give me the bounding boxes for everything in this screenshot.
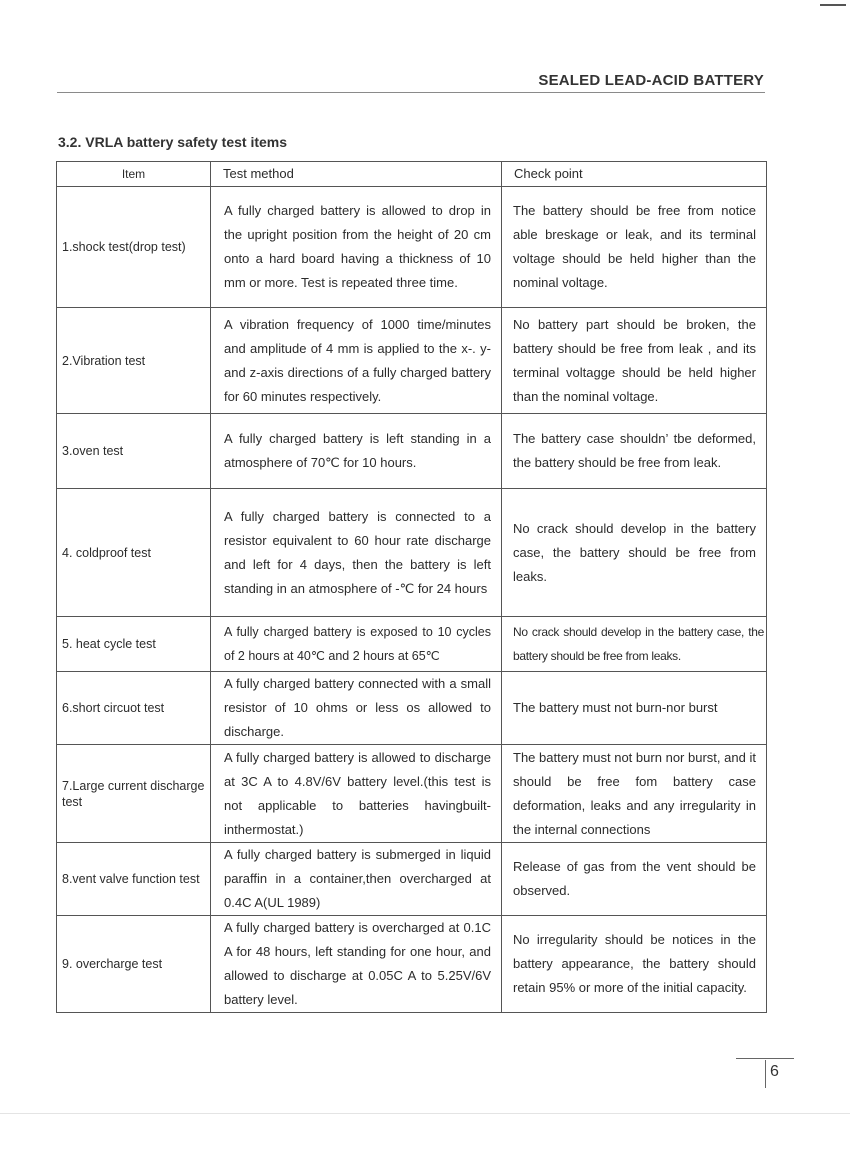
row-item: 3.oven test <box>57 414 211 489</box>
row-test-method: A fully charged battery is overcharged at 0.1C A for 48 hours, left standing for one hour, and allowed to discharge at 0.05C A to 5.25V/6V battery level. <box>211 916 502 1013</box>
page-number: 6 <box>770 1063 779 1080</box>
row-test-method: A fully charged battery is exposed to 10 cycles of 2 hours at 40℃ and 2 hours at 65℃ <box>211 617 502 672</box>
row-test-method: A vibration frequency of 1000 time/minutes and amplitude of 4 mm is applied to the x-. y- and z-axis directions of a fully charged battery for 60 minutes respectively. <box>211 308 502 414</box>
table-row <box>57 187 767 308</box>
page-number-rule <box>736 1058 794 1059</box>
row-item: 1.shock test(drop test) <box>57 187 211 308</box>
row-check-point: No crack should develop in the battery case, the battery should be free from leaks. <box>502 489 767 617</box>
row-check-point: The battery should be free from notice able breskage or leak, and its terminal voltage should be held higher than the nominal voltage. <box>502 187 767 308</box>
row-test-method: A fully charged battery is connected to a resistor equivalent to 60 hour rate discharge and left for 4 days, then the battery is left standing in an atmosphere of -℃ for 24 hours <box>211 489 502 617</box>
row-item: 2.Vibration test <box>57 308 211 414</box>
table-header-row <box>57 162 767 187</box>
row-check-point: No battery part should be broken, the battery should be free from leak , and its terminal voltagge should be held higher than the nominal voltage. <box>502 308 767 414</box>
safety-test-table <box>56 161 767 1013</box>
row-check-point: Release of gas from the vent should be observed. <box>502 843 767 916</box>
row-item: 5. heat cycle test <box>57 617 211 672</box>
row-item: 4. coldproof test <box>57 489 211 617</box>
column-header-method: Test method <box>211 162 502 187</box>
column-header-item: Item <box>57 162 211 187</box>
table-row <box>57 414 767 489</box>
row-check-point: No crack should develop in the battery case, the battery should be free from leaks. <box>502 617 767 672</box>
row-check-point: The battery must not burn-nor burst <box>502 672 767 745</box>
row-check-point: No irregularity should be notices in the battery appearance, the battery should retain 95% or more of the initial capacity. <box>502 916 767 1013</box>
row-check-point: The battery case shouldn’ tbe deformed, the battery should be free from leak. <box>502 414 767 489</box>
column-header-check: Check point <box>502 162 767 187</box>
row-item: 8.vent valve function test <box>57 843 211 916</box>
row-test-method: A fully charged battery is allowed to drop in the upright position from the height of 20 cm onto a hard board having a thickness of 10 mm or more. Test is repeated three time. <box>211 187 502 308</box>
row-item: 7.Large current discharge test <box>57 745 211 843</box>
document-header-title: SEALED LEAD-ACID BATTERY <box>538 72 764 89</box>
table-row <box>57 916 767 1013</box>
row-test-method: A fully charged battery is allowed to discharge at 3C A to 4.8V/6V battery level.(this test is not applicable to batteries havingbuilt-inthermostat.) <box>211 745 502 843</box>
table-row <box>57 617 767 672</box>
table-row <box>57 745 767 843</box>
page-number-divider <box>765 1060 766 1088</box>
table-row <box>57 672 767 745</box>
row-item: 9. overcharge test <box>57 916 211 1013</box>
row-test-method: A fully charged battery is submerged in liquid paraffin in a container,then overcharged at 0.4C A(UL 1989) <box>211 843 502 916</box>
corner-mark <box>820 4 846 6</box>
header-divider <box>57 92 765 93</box>
table-row <box>57 489 767 617</box>
scan-edge-line <box>0 1113 850 1114</box>
row-test-method: A fully charged battery is left standing in a atmosphere of 70℃ for 10 hours. <box>211 414 502 489</box>
table-row <box>57 843 767 916</box>
row-item: 6.short circuot test <box>57 672 211 745</box>
table-row <box>57 308 767 414</box>
row-check-point: The battery must not burn nor burst, and it should be free fom battery case deformation, leaks and any irregularity in the internal connections <box>502 745 767 843</box>
row-test-method: A fully charged battery connected with a small resistor of 10 ohms or less os allowed to discharge. <box>211 672 502 745</box>
section-title: 3.2. VRLA battery safety test items <box>58 134 288 150</box>
